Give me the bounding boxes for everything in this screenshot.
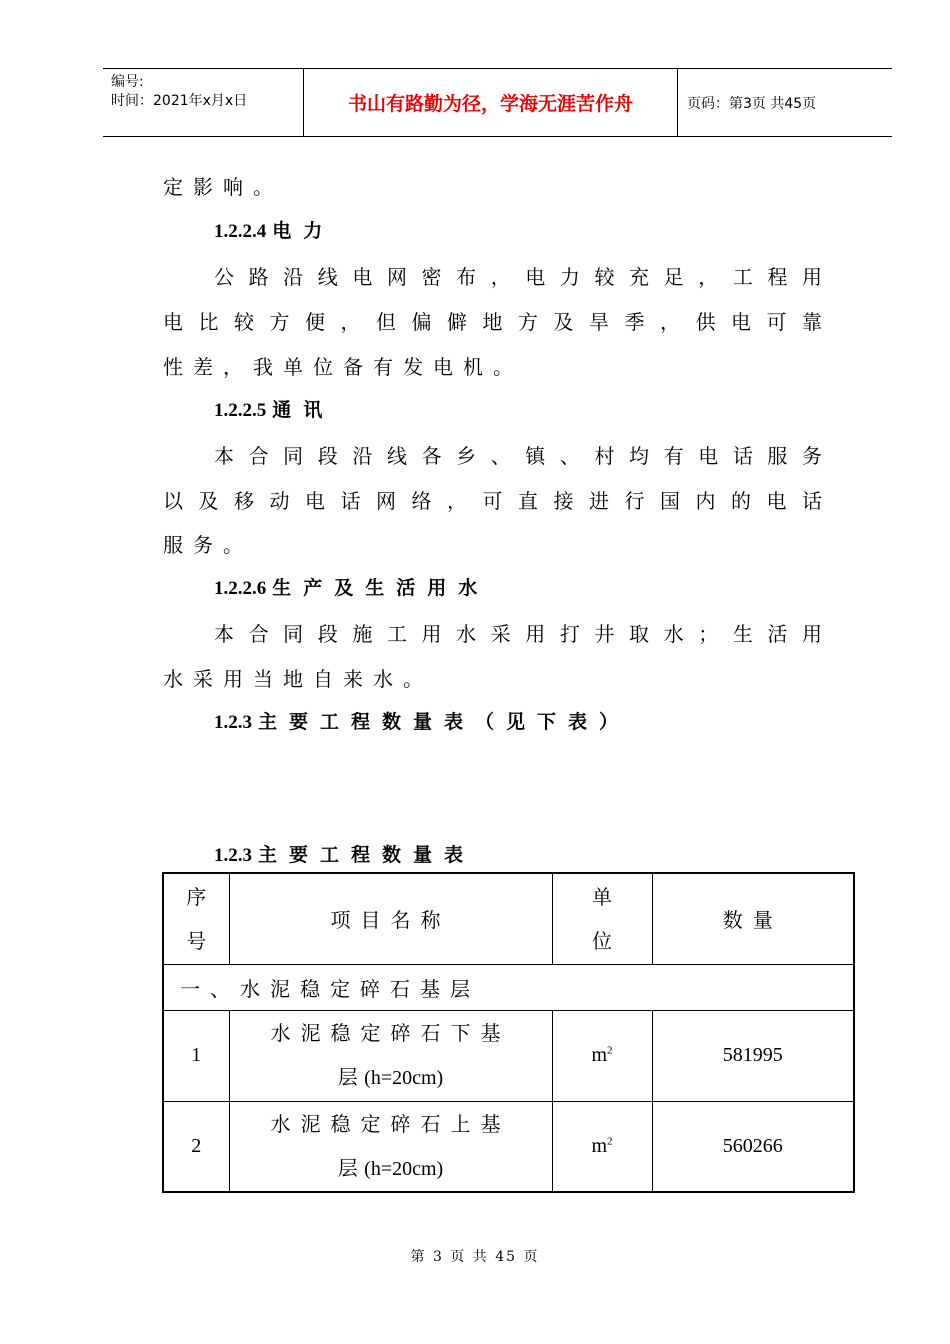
unit-sup: 2	[607, 1134, 613, 1147]
section-title: 通讯	[272, 399, 335, 421]
paragraph-line: 电比较方便，但偏僻地方及旱季，供电可靠	[163, 310, 822, 334]
row-name-spec: (h=20cm)	[364, 1157, 444, 1180]
header-unit-top: 单	[592, 884, 612, 909]
paragraph-line: 公路沿线电网密布，电力较充足，工程用	[214, 265, 822, 289]
unit-text: m	[591, 1044, 608, 1066]
header-name: 项目名称	[229, 873, 552, 964]
paragraph-line: 本合同段沿线各乡、镇、村均有电话服务	[214, 444, 822, 468]
row-name-line2	[230, 1146, 552, 1191]
row-unit	[552, 1010, 652, 1101]
page-header	[103, 68, 892, 137]
section-heading-1-2-3	[214, 707, 630, 734]
table-header-row	[163, 873, 854, 964]
header-meta	[111, 73, 301, 111]
section-title: 电力	[272, 220, 335, 242]
row-name-line1: 水泥稳定碎石上基	[270, 1111, 511, 1136]
row-unit	[552, 1101, 652, 1192]
section-heading-1-2-2-4	[214, 216, 334, 243]
row-qty: 560266	[652, 1101, 854, 1192]
row-name-line1: 水泥稳定碎石下基	[270, 1021, 511, 1045]
header-unit-bottom: 位	[592, 928, 612, 953]
table-caption-text: 主要工程数量表	[258, 844, 476, 866]
table-caption-number: 1.2.3	[214, 845, 252, 866]
paragraph-line: 水采用当地自来水。	[163, 667, 433, 691]
section-number: 1.2.2.6	[214, 578, 267, 599]
header-seq-bottom: 号	[186, 928, 207, 953]
quantity-table	[162, 872, 855, 1193]
row-name	[229, 1101, 552, 1192]
unit-sup: 2	[607, 1044, 613, 1057]
paragraph-line: 以及移动电话网络，可直接进行国内的电话	[163, 489, 822, 513]
header-seq	[163, 873, 229, 964]
section-label: 一、水泥稳定碎石基层	[163, 964, 854, 1010]
section-heading-1-2-2-5	[214, 395, 334, 422]
page-number-label: 页码：第3页 共45页	[687, 96, 817, 112]
table-section-row	[163, 964, 854, 1010]
header-divider	[677, 69, 678, 136]
code-label: 编号:	[111, 74, 144, 90]
time-label: 时间：2021年x月x日	[111, 93, 248, 109]
row-seq: 1	[163, 1010, 229, 1101]
row-seq: 2	[163, 1101, 229, 1192]
paragraph-line: 服务。	[163, 533, 253, 557]
page-footer: 第 3 页 共 45 页	[410, 1249, 540, 1265]
table-caption	[214, 840, 475, 867]
section-title: 生产及生活用水	[272, 577, 490, 599]
row-qty: 581995	[652, 1010, 854, 1101]
row-name-zh: 层	[337, 1155, 358, 1180]
row-name-zh: 层	[337, 1065, 358, 1089]
header-motto: 书山有路勤为径，学海无涯苦作舟	[347, 93, 633, 115]
table-row	[163, 1010, 854, 1101]
paragraph-line: 定影响。	[163, 175, 283, 199]
paragraph-line: 本合同段施工用水采用打井取水；生活用	[214, 622, 822, 646]
section-number: 1.2.2.5	[214, 400, 267, 421]
table-row	[163, 1101, 854, 1192]
row-name-line2	[230, 1055, 552, 1100]
section-number: 1.2.3	[214, 712, 252, 733]
row-name-spec: (h=20cm)	[364, 1067, 444, 1089]
section-title: 主要工程数量表（见下表）	[258, 711, 631, 733]
section-heading-1-2-2-6	[214, 573, 489, 600]
header-seq-top: 序	[186, 884, 207, 909]
header-qty: 数量	[652, 873, 854, 964]
unit-text: m	[591, 1134, 608, 1157]
row-name	[229, 1010, 552, 1101]
header-unit	[552, 873, 652, 964]
paragraph-line: 性差，我单位备有发电机。	[163, 355, 523, 379]
section-number: 1.2.2.4	[214, 221, 267, 242]
